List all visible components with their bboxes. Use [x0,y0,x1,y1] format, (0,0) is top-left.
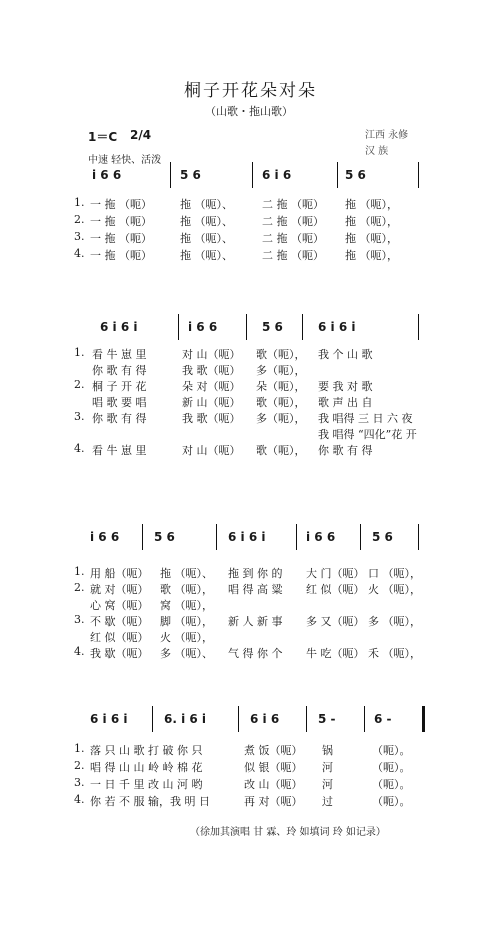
verse-number: 4. [74,793,85,806]
barline [306,706,307,732]
measure-notes: i 6 6 [306,530,336,544]
lyric-text: 拖 （呃）、 [160,567,213,580]
lyric-text: 歌（呃）， [256,444,306,457]
lyric-text: 我 歌（呃） [182,364,241,377]
lyric-text: 我 歇（呃） [90,647,149,660]
lyric-text: 朵 对（呃） [182,380,241,393]
lyric-text: 二 拖 （呃） [262,232,324,245]
lyric-text: 对 山（呃） [182,348,241,361]
time-signature: 2/4 [130,128,152,142]
measure-notes: 6 i 6 [262,168,292,182]
lyric-text: （呃）。 [372,744,411,757]
barline [302,314,303,340]
tempo-marking: 中速 轻快、活泼 [88,155,162,166]
lyric-text: 我 唱得 “四化”花 开 [318,428,417,441]
lyric-text: （呃）。 [372,795,411,808]
measure-notes: 6 - [374,712,392,726]
lyric-text: 锅 [322,744,333,757]
lyric-text: （呃）。 [372,761,411,774]
lyric-text: 新 人 新 事 [228,615,283,628]
lyric-text: 我 个 山 歌 [318,348,373,361]
measure-notes: 5 - [318,712,336,726]
lyric-text: 唱 歌 要 唱 [92,396,147,409]
barline [418,314,419,340]
lyric-text: 煮 饭（呃） [244,744,303,757]
verse-number: 1. [74,196,85,209]
lyric-text: 拖 （呃）， [345,249,398,262]
lyric-text: 看 牛 崽 里 [92,444,147,457]
lyric-text: 气 得 你 个 [228,647,283,660]
lyric-text: 多 （呃）、 [160,647,213,660]
lyric-text: 歌（呃）， [256,396,306,409]
barline [337,162,338,188]
lyric-text: 看 牛 崽 里 [92,348,147,361]
barline [418,162,419,188]
measure-notes: i 6 6 [90,530,120,544]
lyric-text: 歌 （呃）， [160,583,213,596]
lyric-text: 拖 （呃）， [345,232,398,245]
lyric-text: 桐 子 开 花 [92,380,147,393]
lyric-text: 拖 （呃）、 [180,215,233,228]
lyric-text: 拖 （呃）， [345,215,398,228]
lyric-text: 红 似（呃） [90,631,149,644]
lyric-text: 拖 （呃）、 [180,249,233,262]
lyric-text: 二 拖 （呃） [262,215,324,228]
lyric-text: 过 [322,795,333,808]
lyric-text: 歌 声 出 自 [318,396,373,409]
lyric-text: 一 日 千 里 改 山 河 哟 [90,778,203,791]
barline [246,314,247,340]
lyric-text: 一 拖 （呃） [90,249,152,262]
barline [170,162,171,188]
lyric-text: 大 门（呃） 口 （呃）， [306,567,421,580]
lyric-text: 用 船（呃） [90,567,149,580]
barline [142,524,143,550]
measure-notes: 5 6 [372,530,393,544]
verse-number: 3. [74,613,85,626]
lyric-text: 似 银（呃） [244,761,303,774]
measure-notes: 5 6 [154,530,175,544]
verse-number: 1. [74,742,85,755]
verse-number: 4. [74,247,85,260]
verse-number: 4. [74,442,85,455]
song-subtitle: （山歌・拖山歌） [205,105,293,118]
verse-number: 3. [74,230,85,243]
lyric-text: 我 歌（呃） [182,412,241,425]
measure-notes: 6 i 6 [250,712,280,726]
lyric-text: 一 拖 （呃） [90,198,152,211]
lyric-text: 火 （呃）， [160,631,213,644]
lyric-text: 朵（呃）， [256,380,306,393]
verse-number: 3. [74,410,85,423]
lyric-text: 我 唱得 三 日 六 夜 [318,412,413,425]
lyric-text: 再 对（呃） [244,795,303,808]
measure-notes: i 6 6 [188,320,218,334]
lyric-text: 二 拖 （呃） [262,249,324,262]
measure-notes: 6 i 6 i [90,712,128,726]
lyric-text: 你 歌 有 得 [92,412,147,425]
lyric-text: 一 拖 （呃） [90,215,152,228]
measure-notes: 6 i 6 i [318,320,356,334]
measure-notes: 6 i 6 i [100,320,138,334]
verse-number: 1. [74,346,85,359]
origin-ethnicity: 汉 族 [365,146,389,157]
lyric-text: 歌（呃）， [256,348,306,361]
final-barline [422,706,425,732]
barline [364,706,365,732]
verse-number: 3. [74,776,85,789]
lyric-text: 红 似（呃） 火 （呃）， [306,583,421,596]
barline [296,524,297,550]
barline [238,706,239,732]
lyric-text: 多（呃）， [256,412,306,425]
verse-number: 2. [74,581,85,594]
lyric-text: 二 拖 （呃） [262,198,324,211]
barline [216,524,217,550]
lyric-text: 脚 （呃）， [160,615,213,628]
barline [418,524,419,550]
lyric-text: 新 山（呃） [182,396,241,409]
lyric-text: 你 若 不 服 输，我 明 日 [90,795,210,808]
lyric-text: 多（呃）， [256,364,306,377]
lyric-text: 多 又（呃） 多 （呃）， [306,615,421,628]
measure-notes: 6. i 6 i [164,712,207,726]
lyric-text: 心 窝（呃） [90,599,149,612]
performer-credit: （徐加其演唱 甘 霖、玲 如填词 玲 如记录） [190,827,386,838]
verse-number: 2. [74,213,85,226]
lyric-text: 不 歇（呃） [90,615,149,628]
lyric-text: 河 [322,778,333,791]
lyric-text: 你 歌 有 得 [92,364,147,377]
verse-number: 1. [74,565,85,578]
lyric-text: 窝 （呃）， [160,599,213,612]
song-title: 桐子开花朵对朵 [184,81,317,101]
verse-number: 4. [74,645,85,658]
verse-number: 2. [74,378,85,391]
barline [252,162,253,188]
lyric-text: 牛 吃（呃） 禾 （呃）， [306,647,421,660]
lyric-text: 唱 得 高 粱 [228,583,283,596]
lyric-text: 拖 （呃）、 [180,198,233,211]
lyric-text: 拖 （呃）， [345,198,398,211]
barline [178,314,179,340]
barline [360,524,361,550]
lyric-text: 改 山（呃） [244,778,303,791]
key-signature: 1＝C [88,130,118,144]
origin-region: 江西 永修 [365,130,409,141]
lyric-text: 就 对（呃） [90,583,149,596]
measure-notes: 5 6 [262,320,283,334]
lyric-text: （呃）。 [372,778,411,791]
lyric-text: 对 山（呃） [182,444,241,457]
measure-notes: 5 6 [345,168,366,182]
lyric-text: 落 只 山 歌 打 破 你 只 [90,744,203,757]
verse-number: 2. [74,759,85,772]
measure-notes: 5 6 [180,168,201,182]
measure-notes: 6 i 6 i [228,530,266,544]
lyric-text: 唱 得 山 山 岭 岭 棉 花 [90,761,203,774]
lyric-text: 一 拖 （呃） [90,232,152,245]
lyric-text: 拖 到 你 的 [228,567,283,580]
lyric-text: 河 [322,761,333,774]
lyric-text: 要 我 对 歌 [318,380,373,393]
lyric-text: 你 歌 有 得 [318,444,373,457]
lyric-text: 拖 （呃）、 [180,232,233,245]
barline [152,706,153,732]
measure-notes: i 6 6 [92,168,122,182]
